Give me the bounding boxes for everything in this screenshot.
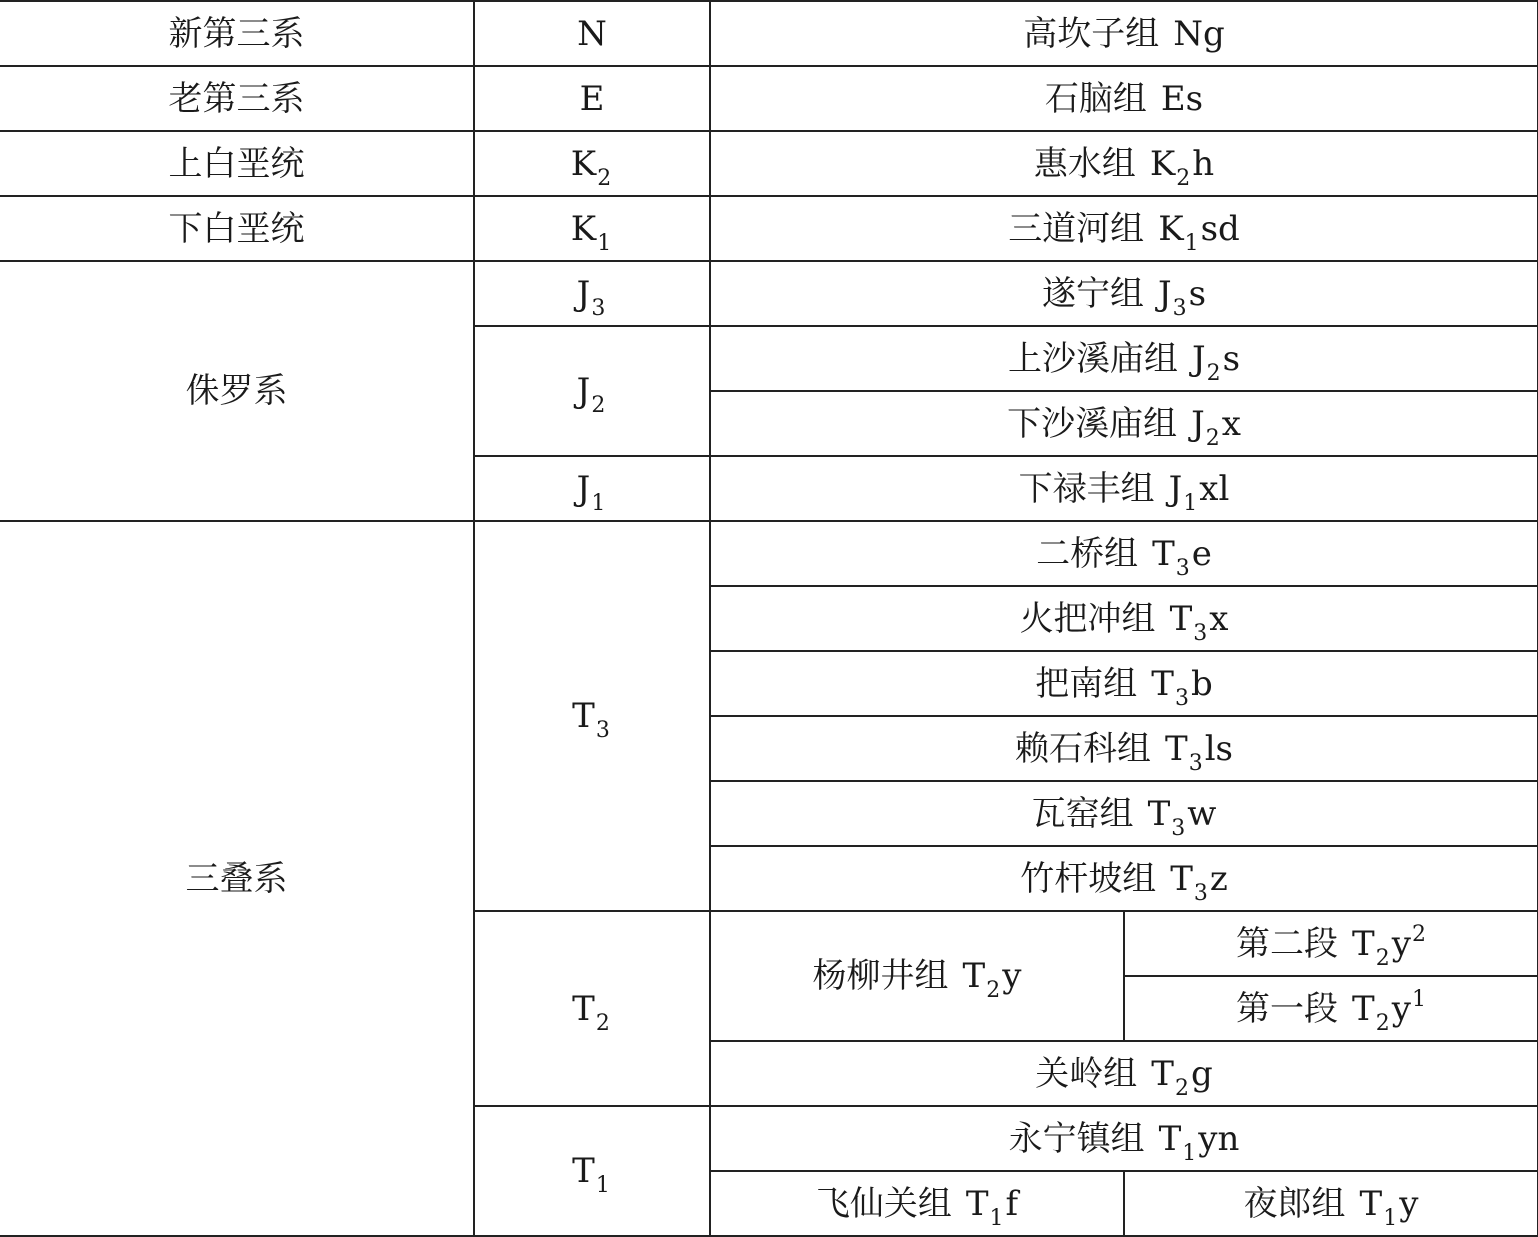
formation-name: 惠水组 <box>1033 143 1136 184</box>
table-row <box>0 261 1538 326</box>
formation-code-base: T <box>1170 858 1193 899</box>
table-row <box>0 131 1538 196</box>
formation-name: 杨柳井组 <box>812 956 949 996</box>
segment-cell <box>1124 911 1538 976</box>
segment-code-suffix: y <box>1391 923 1411 964</box>
formation-cell <box>710 1171 1124 1236</box>
formation-cell <box>710 586 1538 651</box>
formation-code-base: T <box>1151 1053 1174 1094</box>
code-base: J <box>576 273 591 314</box>
formation-cell <box>710 131 1538 196</box>
code-cell: E <box>474 66 710 131</box>
formation-code-suffix: x <box>1209 598 1229 639</box>
table-row <box>0 521 1538 586</box>
formation-name: 飞仙关组 <box>815 1183 952 1224</box>
formation-cell <box>710 456 1538 521</box>
system-cell: 新第三系 <box>0 1 474 66</box>
code-subscript: 2 <box>597 165 612 191</box>
code-base: T <box>572 988 595 1029</box>
formation-cell <box>710 781 1538 846</box>
formation-code-base: J <box>1191 338 1206 379</box>
code-cell <box>474 131 710 196</box>
formation-cell <box>710 716 1538 781</box>
formation-code-subscript: 1 <box>989 1205 1004 1231</box>
formation-code-subscript: 3 <box>1193 620 1208 646</box>
code-subscript: 2 <box>595 1010 610 1036</box>
formation-code-suffix: y <box>1002 956 1022 996</box>
formation-code-subscript: 1 <box>1383 1205 1398 1231</box>
formation-code-base: T <box>1359 1183 1383 1224</box>
formation-name: 永宁镇组 <box>1008 1118 1145 1159</box>
formation-name: 把南组 <box>1035 663 1138 704</box>
system-cell: 老第三系 <box>0 66 474 131</box>
formation-code-subscript: 3 <box>1188 750 1203 776</box>
formation-code-suffix: g <box>1190 1053 1213 1094</box>
code-base: J <box>576 371 591 411</box>
code-base: T <box>572 696 595 736</box>
formation-code-suffix: z <box>1209 858 1228 899</box>
formation-name: 赖石科组 <box>1015 728 1151 769</box>
segment-code-base: T <box>1352 988 1375 1029</box>
formation-code-subscript: 2 <box>1174 1075 1189 1101</box>
formation-cell <box>710 196 1538 261</box>
formation-code-base: T <box>1169 598 1193 639</box>
formation-code-suffix: w <box>1187 793 1217 834</box>
formation-code-subscript: 3 <box>1171 815 1186 841</box>
formation-code-subscript: 3 <box>1175 555 1190 581</box>
formation-code-suffix: sd <box>1200 208 1240 249</box>
formation-cell <box>1124 1171 1538 1236</box>
formation-code-subscript: 1 <box>1184 230 1199 256</box>
formation-name: 三道河组 <box>1008 208 1145 249</box>
code-subscript: 1 <box>591 490 606 516</box>
segment-name: 第二段 <box>1236 923 1339 964</box>
formation-cell <box>710 326 1538 391</box>
formation-code-subscript: 1 <box>1183 490 1198 516</box>
formation-code-suffix: s <box>1188 273 1207 314</box>
table-row <box>0 196 1538 261</box>
formation-name: 关岭组 <box>1035 1053 1138 1094</box>
formation-name: 夜郎组 <box>1243 1183 1346 1224</box>
system-cell-jurassic: 侏罗系 <box>0 261 474 521</box>
formation-code-subscript: 2 <box>986 978 1001 1003</box>
table-row <box>0 66 1538 131</box>
code-subscript: 1 <box>595 1173 610 1198</box>
formation-cell <box>710 521 1538 586</box>
formation-cell <box>710 261 1538 326</box>
formation-name: 高坎子组 <box>1023 13 1160 54</box>
formation-name: 竹杆坡组 <box>1020 858 1157 899</box>
formation-code-subscript: 1 <box>1182 1140 1197 1166</box>
formation-code-suffix: b <box>1190 663 1213 704</box>
code-base: K <box>570 208 597 249</box>
formation-code-base: T <box>962 956 986 996</box>
formation-code-suffix: h <box>1192 143 1215 184</box>
formation-code: Ng <box>1173 13 1225 54</box>
segment-code-superscript: 2 <box>1411 921 1426 947</box>
formation-code-base: T <box>1152 533 1175 574</box>
formation-code-suffix: x <box>1221 403 1241 444</box>
table-row <box>0 1 1538 66</box>
formation-code-base: T <box>1165 728 1188 769</box>
system-cell-triassic: 三叠系 <box>0 521 474 1236</box>
code-base: T <box>572 1151 595 1191</box>
segment-code-suffix: y <box>1391 988 1411 1029</box>
formation-code-suffix: y <box>1399 1183 1419 1224</box>
code-cell <box>474 521 710 911</box>
formation-code-suffix: yn <box>1198 1118 1240 1159</box>
formation-code-base: T <box>1158 1118 1182 1159</box>
formation-code-suffix: s <box>1222 338 1241 379</box>
formation-code-suffix: xl <box>1199 468 1230 509</box>
code-subscript: 1 <box>597 230 612 256</box>
code-subscript: 3 <box>591 295 606 321</box>
code-subscript: 3 <box>595 718 610 743</box>
formation-code-base: J <box>1168 468 1183 509</box>
formation-code-subscript: 2 <box>1206 360 1221 386</box>
formation-cell <box>710 1 1538 66</box>
formation-name: 二桥组 <box>1036 533 1139 574</box>
formation-code-suffix: ls <box>1204 728 1234 769</box>
system-cell: 上白垩统 <box>0 131 474 196</box>
formation-code-base: K <box>1149 143 1176 184</box>
formation-code-subscript: 3 <box>1172 295 1187 321</box>
formation-code-base: K <box>1158 208 1184 249</box>
formation-code-subscript: 3 <box>1193 880 1208 906</box>
code-cell <box>474 911 710 1106</box>
formation-name: 上沙溪庙组 <box>1007 338 1178 379</box>
formation-cell <box>710 66 1538 131</box>
segment-cell <box>1124 976 1538 1041</box>
formation-name: 石脑组 <box>1044 78 1147 119</box>
formation-code-suffix: e <box>1191 533 1212 574</box>
formation-name: 遂宁组 <box>1041 273 1144 314</box>
formation-cell <box>710 391 1538 456</box>
formation-name: 瓦窑组 <box>1031 793 1134 834</box>
code-cell <box>474 1106 710 1236</box>
formation-cell <box>710 1041 1538 1106</box>
formation-cell-yangliujing <box>710 911 1124 1041</box>
formation-code-base: T <box>1147 793 1171 834</box>
formation-code-subscript: 2 <box>1205 425 1220 451</box>
formation-code-subscript: 3 <box>1174 685 1189 711</box>
formation-cell <box>710 1106 1538 1171</box>
code-cell: N <box>474 1 710 66</box>
formation-code-base: T <box>965 1183 989 1224</box>
segment-code-subscript: 2 <box>1375 945 1390 971</box>
system-cell: 下白垩统 <box>0 196 474 261</box>
code-cell <box>474 196 710 261</box>
segment-code-base: T <box>1352 923 1375 964</box>
formation-code-base: J <box>1157 273 1172 314</box>
formation-code-suffix: f <box>1005 1183 1019 1224</box>
segment-code-subscript: 2 <box>1375 1010 1390 1036</box>
code-cell <box>474 261 710 326</box>
formation-code-subscript: 2 <box>1176 165 1191 191</box>
formation-code-base: J <box>1191 403 1205 444</box>
code-base: K <box>570 143 597 184</box>
formation-code-base: T <box>1151 663 1174 704</box>
segment-name: 第一段 <box>1236 988 1339 1029</box>
code-cell <box>474 456 710 521</box>
formation-cell <box>710 651 1538 716</box>
code-cell <box>474 326 710 456</box>
formation-code: Es <box>1160 78 1204 119</box>
formation-name: 下禄丰组 <box>1018 468 1155 509</box>
formation-cell <box>710 846 1538 911</box>
code-base: J <box>576 468 591 509</box>
code-subscript: 2 <box>591 393 606 418</box>
segment-code-superscript: 1 <box>1411 986 1426 1012</box>
formation-name: 下沙溪庙组 <box>1007 403 1178 444</box>
formation-name: 火把冲组 <box>1019 598 1156 639</box>
